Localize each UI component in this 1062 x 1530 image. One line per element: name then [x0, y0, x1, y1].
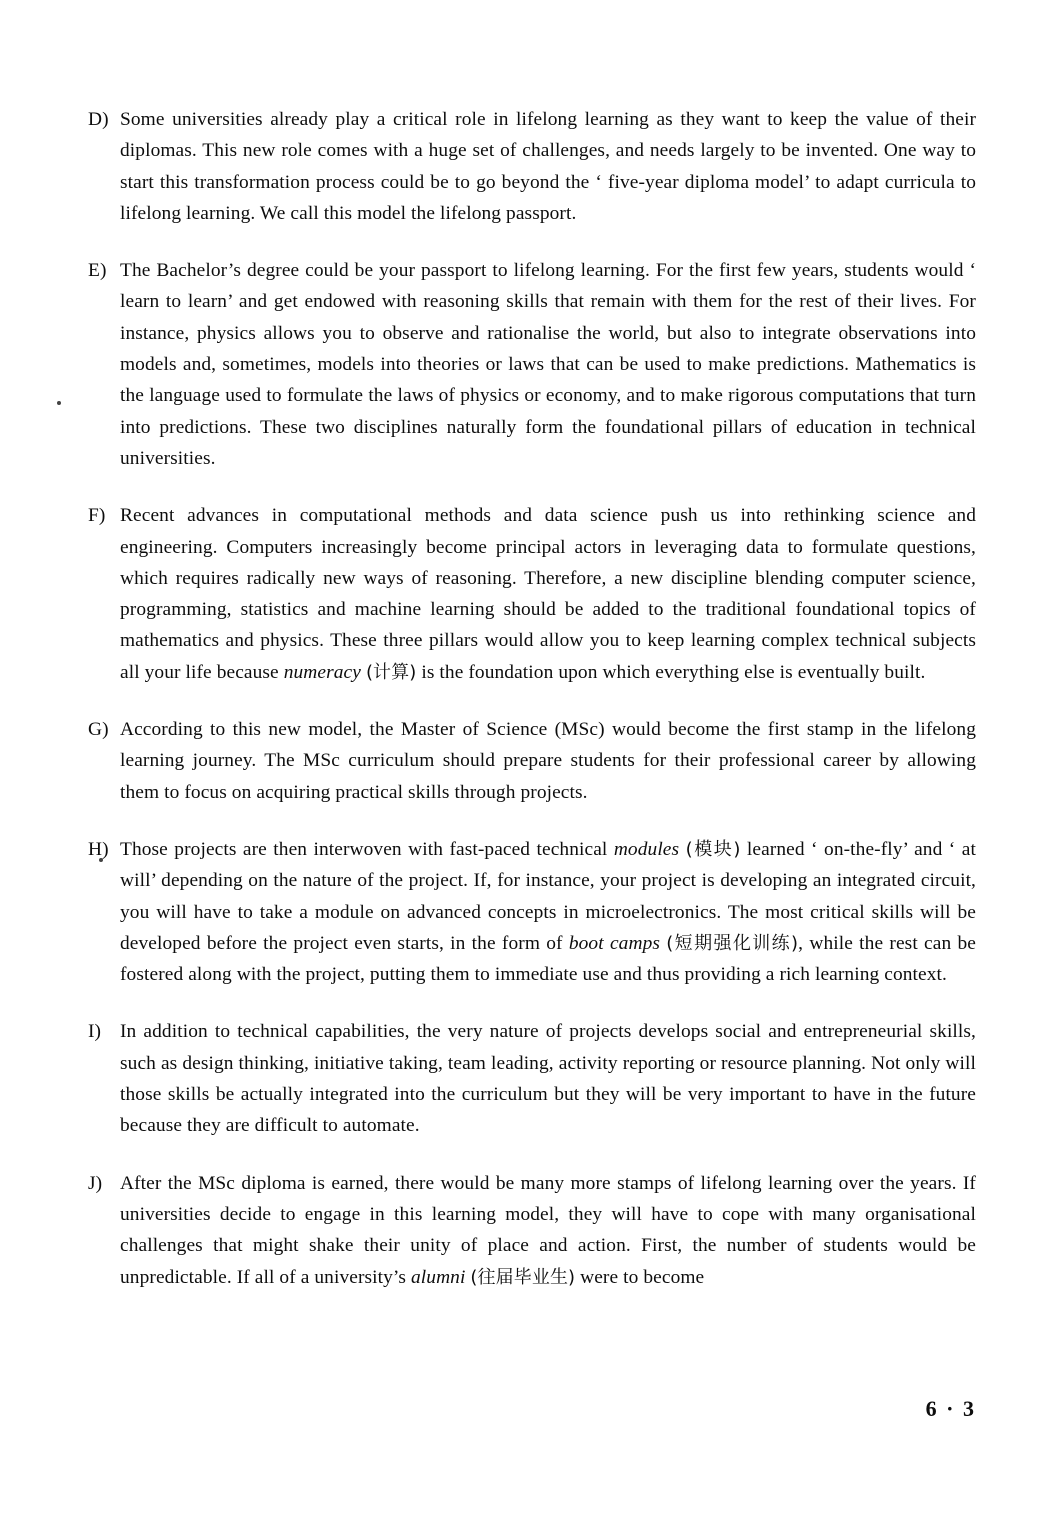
paragraph-letter-e: E)	[88, 260, 107, 282]
gloss-numeracy: (计算)	[365, 661, 417, 683]
paragraph-j	[88, 1168, 976, 1293]
paragraph-h-segment-3: , while the rest can be fostered along with the project, putting them to immediate use and thus providing a rich learning context.	[120, 932, 976, 986]
paragraph-h-segment-2: learned ‘ on-the-fly’ and ‘ at will’ depending on the nature of the project. If, for instance, your project is developing an integrated circuit, you will have to take a module on advanced concepts in microelectronics. The most critical skills will be developed before the project even starts, in the form of	[120, 838, 976, 954]
paragraph-letter-f: F)	[88, 505, 106, 527]
gloss-boot-camps: (短期强化训练)	[666, 932, 799, 954]
paragraph-letter-d: D)	[88, 109, 109, 130]
passage-body	[88, 104, 976, 1293]
paragraph-h-segment-1: Those projects are then interwoven with fast-paced technical	[120, 838, 614, 860]
paragraph-text-e: The Bachelor’s degree could be your passport to lifelong learning. For the first few years, students would ‘ learn to learn’ and get endowed with reasoning skills that remain with them for the rest of their lives. For instance, physics allows you to observe and rationalise the world, but also to integrate observations into models and, sometimes, models into theories or laws that can be used to make predictions. Mathematics is the language used to formulate the laws of physics or economy, and to make rigorous computations that turn into predictions. These two disciplines naturally form the foundational pillars of education in technical universities.	[120, 260, 976, 469]
paragraph-i	[88, 1016, 976, 1141]
paragraph-text-i: In addition to technical capabilities, the very nature of projects develops social and entrepreneurial skills, such as design thinking, initiative taking, team leading, activity reporting or resource planning. Not only will those skills be actually integrated into the curriculum but they will be very important to have in the future because they are difficult to automate.	[120, 1021, 976, 1137]
paragraph-letter-h: H)	[88, 838, 109, 860]
page-number-footer: 6 · 3	[925, 1396, 976, 1421]
paragraph-letter-g: G)	[88, 719, 109, 741]
paragraph-f-text-before: Recent advances in computational methods and data science push us into rethinking science and engineering. Computers increasingly become principal actors in leveraging data to formulate questions, which requires radically new ways of reasoning. Therefore, a new discipline blending computer science, programming, statistics and machine learning should be added to the traditional foundational topics of mathematics and physics. These three pillars would allow you to keep learning complex technical subjects all your life because	[120, 505, 976, 683]
gloss-alumni: (往届毕业生)	[470, 1266, 576, 1288]
paragraph-letter-j: J)	[88, 1172, 103, 1194]
paragraph-d	[88, 104, 976, 229]
paragraph-f	[88, 500, 976, 688]
italic-term-alumni: alumni	[411, 1266, 466, 1288]
paragraph-j-text-after: were to become	[575, 1266, 705, 1288]
paragraph-text-h	[120, 834, 976, 990]
paragraph-letter-i: I)	[88, 1021, 102, 1043]
paragraph-text-j	[120, 1168, 976, 1293]
italic-term-numeracy: numeracy	[283, 661, 361, 683]
paragraph-text-g: According to this new model, the Master of Science (MSc) would become the first stamp in the lifelong learning journey. The MSc curriculum should prepare students for their professional career by allowing them to focus on acquiring practical skills through projects.	[120, 719, 976, 803]
paragraph-j-text-before: After the MSc diploma is earned, there would be many more stamps of lifelong learning over the years. If universities decide to engage in this learning model, they will have to cope with many organisational challenges that might shake their unity of place and action. First, the number of students would be unpredictable. If all of a university’s	[120, 1172, 976, 1288]
scan-speck-icon	[57, 401, 61, 405]
paragraph-text-f	[120, 500, 976, 688]
paragraph-h	[88, 834, 976, 990]
paragraph-f-text-after: is the foundation upon which everything else is eventually built.	[416, 661, 926, 683]
gloss-modules: (模块)	[685, 838, 741, 860]
italic-term-boot-camps: boot camps	[568, 932, 661, 954]
paragraph-g	[88, 714, 976, 808]
paragraph-e	[88, 255, 976, 474]
paragraph-text-d: Some universities already play a critical role in lifelong learning as they want to keep the value of their diplomas. This new role comes with a huge set of challenges, and needs largely to be invented. One way to start this transformation process could be to go beyond the ‘ five-year diploma model’ to adapt curricula to lifelong learning. We call this model the lifelong passport.	[120, 109, 976, 224]
italic-term-modules: modules	[613, 838, 680, 860]
